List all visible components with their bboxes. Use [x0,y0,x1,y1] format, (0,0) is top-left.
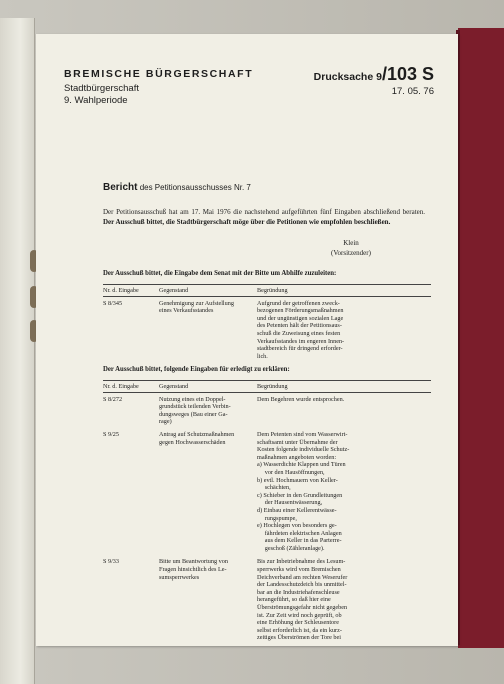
binder-spine [0,18,35,684]
section1-heading: Der Ausschuß bittet, die Eingabe dem Senat mit der Bitte um Abhilfe zuzuleiten: [103,270,337,277]
intro-bold: Der Ausschuß bittet, die Stadtbürgerschaft möge über die Petitionen wie empfohlen beschließen. [103,217,391,226]
signatory-role: (Vorsitzender) [331,248,371,257]
petition-subject [159,431,257,553]
intro-plain: Der Petitionsausschuß hat am 17. Mai 1976 die nachstehend aufgeführten fünf Eingaben abschließend beraten. [103,208,425,216]
organization-name: BREMISCHE BÜRGERSCHAFT [64,68,254,80]
document-page [36,34,458,646]
binder-cover [458,28,504,648]
subject-line: Genehmigung zur Aufstellung [159,299,234,307]
reason-line: zeitiges Überströmen der Tore bei [257,634,341,642]
column-header: Gegenstand [159,383,189,390]
reason-line: schaftsamt unter Übernahme der [257,438,338,446]
petition-number: S 9/25 [103,430,119,438]
reason-line: selbst erforderlich ist, da ein kurz- [257,626,342,634]
section1-table [103,284,431,360]
reason-line: Bis zur Inbetriebnahme des Lesum- [257,558,346,566]
subject-line: Antrag auf Schutzmaßnahmen [159,430,235,438]
table-header-row [103,284,431,297]
reason-line: eine Erhöhung der Schleusentore [257,619,339,627]
reason-line: Verkaufsstandes im engeren Innen- [257,337,345,345]
reason-line: Dem Begehren wurde entsprochen. [257,395,345,403]
reason-line: sperrwerks wird vom Bremischen [257,566,341,574]
reason-line: aus dem Keller in das Parterre- [257,537,342,545]
reason-line: maßnahmen angeboten worden: [257,453,337,461]
reason-line: des Petenten hält der Petitionsaus- [257,322,342,330]
column-header: Begründung [257,383,288,390]
subject-line: dungsweges (Bau einer Ga- [159,410,228,418]
reason-line: b) evtl. Hochmauern von Keller- [257,476,338,484]
reason-line: Aufgrund der getroffenen zweck- [257,299,340,307]
reason-line: schächten, [257,484,291,492]
petition-reason [257,396,431,426]
petition-number: S 9/33 [103,558,119,566]
table-row [103,297,431,361]
report-title [103,182,251,193]
reason-line: der Hausentwässerung, [257,499,323,507]
table-row [103,393,431,426]
reason-line: stadtbereich für dringend erforder- [257,345,343,353]
section2-heading: Der Ausschuß bittet, folgende Eingaben für erledigt zu erklären: [103,366,290,373]
reason-line: und der ungünstigen sozialen Lage [257,314,344,322]
signature-block [306,239,396,258]
reason-line: c) Schieber in den Grundleitungen [257,491,343,499]
reason-line: d) Einbau einer Kellerentwässe- [257,506,337,514]
reason-line: der Landesschutzdeich bis unmittel- [257,581,347,589]
reason-line: geschoß (Zähleranlage). [257,544,325,552]
section2-table [103,380,431,642]
reason-line: ist. Zur Zeit wird noch geprüft, ob [257,611,342,619]
column-header: Begründung [257,287,288,294]
reason-line: schuß die Zuweisung eines festen [257,329,341,337]
table-header-row [103,380,431,393]
reason-line: Dem Petenten sind vom Wasserwirt- [257,430,348,438]
subject-line: Fragen hinsichtlich des Le- [159,566,227,574]
title-bold: Bericht [103,182,138,193]
subject-line: grundstück teilenden Verbin- [159,403,231,411]
reason-line: e) Hochlegen von besonders ge- [257,522,337,530]
reason-line: a) Wasserdichte Klappen und Türen [257,461,346,469]
petition-reason [257,431,431,553]
reason-line: rungspumpe, [257,514,297,522]
petition-reason [257,300,431,361]
reason-line: bezogenen Förderungsmaßnahmen [257,307,344,315]
reason-line: fährdeten elektrischen Anlagen [257,529,342,537]
column-header: Gegenstand [159,287,189,294]
document-date: 17. 05. 76 [391,86,434,97]
subject-line: sumsperrwerkes [159,573,200,581]
petition-number: S 8/345 [103,299,123,307]
petition-subject [159,396,257,426]
signatory-name: Klein [343,239,359,247]
reason-line: vor den Hausöffnungen, [257,468,325,476]
drucksache-label: Drucksache 9 [313,71,382,83]
drucksache-number: /103 S [381,64,434,84]
petition-reason [257,558,431,642]
subject-line: eines Verkaufsstandes [159,307,214,315]
reason-line: herangeführt, so daß hier eine [257,596,331,604]
subject-line: Nutzung eines ein Doppel- [159,395,226,403]
table-row [103,426,431,553]
subject-line: gegen Hochwasserschäden [159,438,226,446]
reason-line: lich. [257,352,268,360]
title-rest: des Petitionsausschusses Nr. 7 [139,183,251,192]
drucksache-block [314,64,434,97]
petition-subject [159,558,257,642]
table-row [103,552,431,642]
intro-paragraph [103,208,425,227]
reason-line: Überströmungsgefahr nicht gegeben [257,604,348,612]
chamber-name: Stadtbürgerschaft [64,83,139,94]
petition-subject [159,300,257,361]
reason-line: bar an die Industriehafenschleuse [257,588,340,596]
column-header: Nr. d. Eingabe [103,287,139,294]
reason-line: Kosten folgende individuelle Schutz- [257,446,350,454]
column-header: Nr. d. Eingabe [103,383,139,390]
letterhead [64,68,253,106]
subject-line: rage) [159,418,172,426]
reason-line: Deichverband am rechten Weserufer [257,573,348,581]
legislative-period: 9. Wahlperiode [64,95,128,106]
petition-number: S 8/272 [103,395,123,403]
subject-line: Bitte um Beantwortung von [159,558,228,566]
